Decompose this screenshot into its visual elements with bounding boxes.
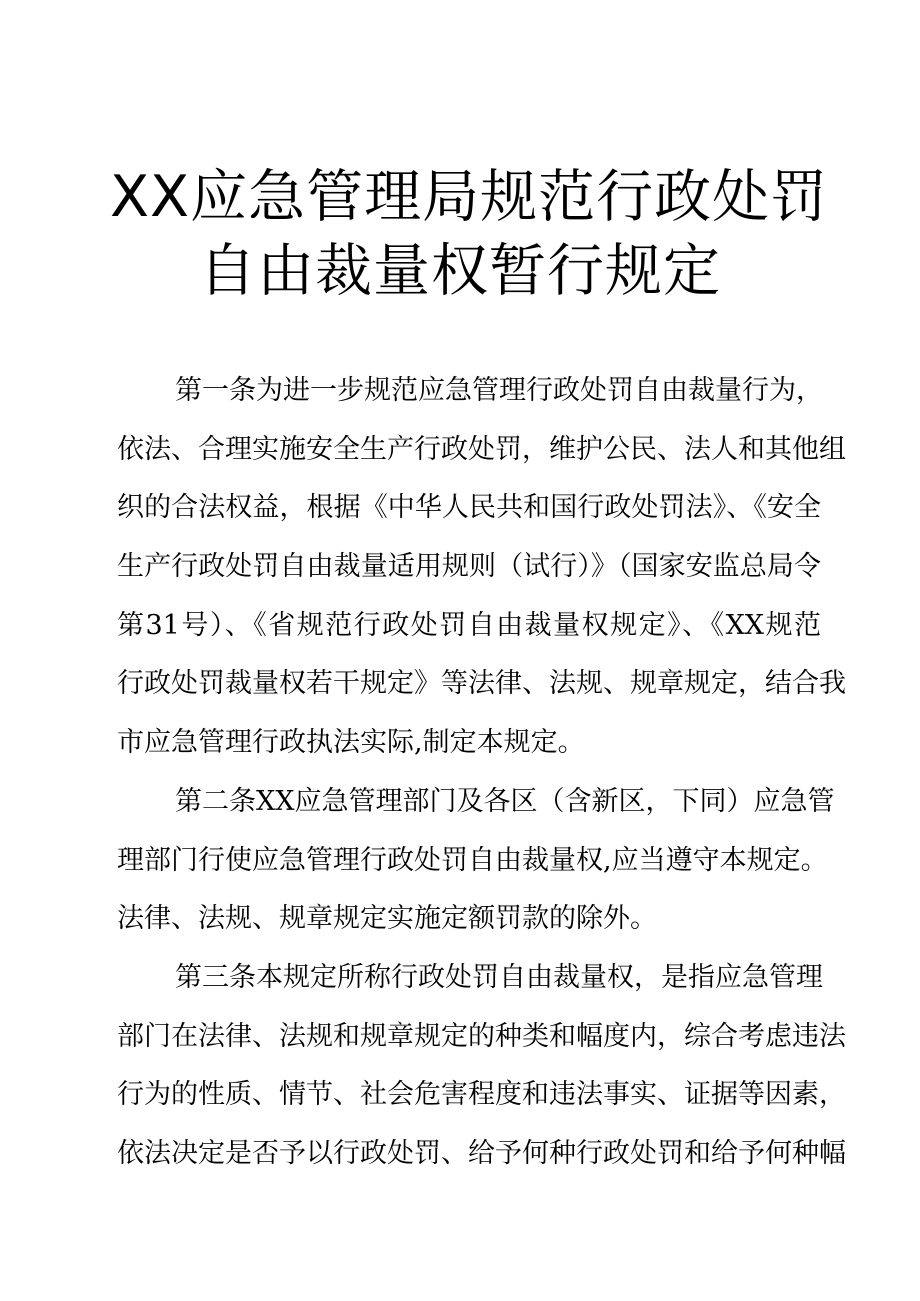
paragraph-line: 第三条本规定所称行政处罚自由裁量权，是指应急管理 xyxy=(175,961,823,993)
document-body xyxy=(117,362,846,1184)
article-3-paragraph xyxy=(117,949,846,1184)
paragraph-line: 织的合法权益，根据《中华人民共和国行政处罚法》、《安全 xyxy=(117,492,821,524)
title-line: XX应急管理局规范行政处罚 xyxy=(110,164,829,230)
paragraph-line: 部门在法律、法规和规章规定的种类和幅度内，综合考虑违法 xyxy=(117,1020,846,1052)
article-1-paragraph xyxy=(117,362,846,773)
paragraph-line: 第二条XX应急管理部门及各区（含新区，下同）应急管 xyxy=(175,785,835,817)
paragraph-line: 第31号）、《省规范行政处罚自由裁量权规定》、《XX规范 xyxy=(117,609,821,641)
paragraph-line: 第一条为进一步规范应急管理行政处罚自由裁量行为， xyxy=(175,375,823,406)
paragraph-line: 理部门行使应急管理行政处罚自由裁量权,应当遵守本规定。 xyxy=(117,844,828,876)
title-line: 自由裁量权暂行规定 xyxy=(199,238,721,304)
document-title xyxy=(110,160,829,308)
paragraph-line: 法律、法规、规章规定实施定额罚款的除外。 xyxy=(117,903,657,935)
paragraph-line: 生产行政处罚自由裁量适用规则（试行）》（国家安监总局令 xyxy=(117,551,821,583)
article-2-paragraph xyxy=(117,773,835,949)
paragraph-line: 依法、合理实施安全生产行政处罚，维护公民、法人和其他组 xyxy=(117,433,846,465)
paragraph-line: 行政处罚裁量权若干规定》等法律、法规、规章规定，结合我 xyxy=(117,668,846,700)
paragraph-line: 依法决定是否予以行政处罚、给予何种行政处罚和给予何种幅 xyxy=(117,1137,846,1169)
paragraph-line: 行为的性质、情节、社会危害程度和违法事实、证据等因素， xyxy=(117,1079,846,1111)
paragraph-line: 市应急管理行政执法实际,制定本规定。 xyxy=(117,727,585,759)
